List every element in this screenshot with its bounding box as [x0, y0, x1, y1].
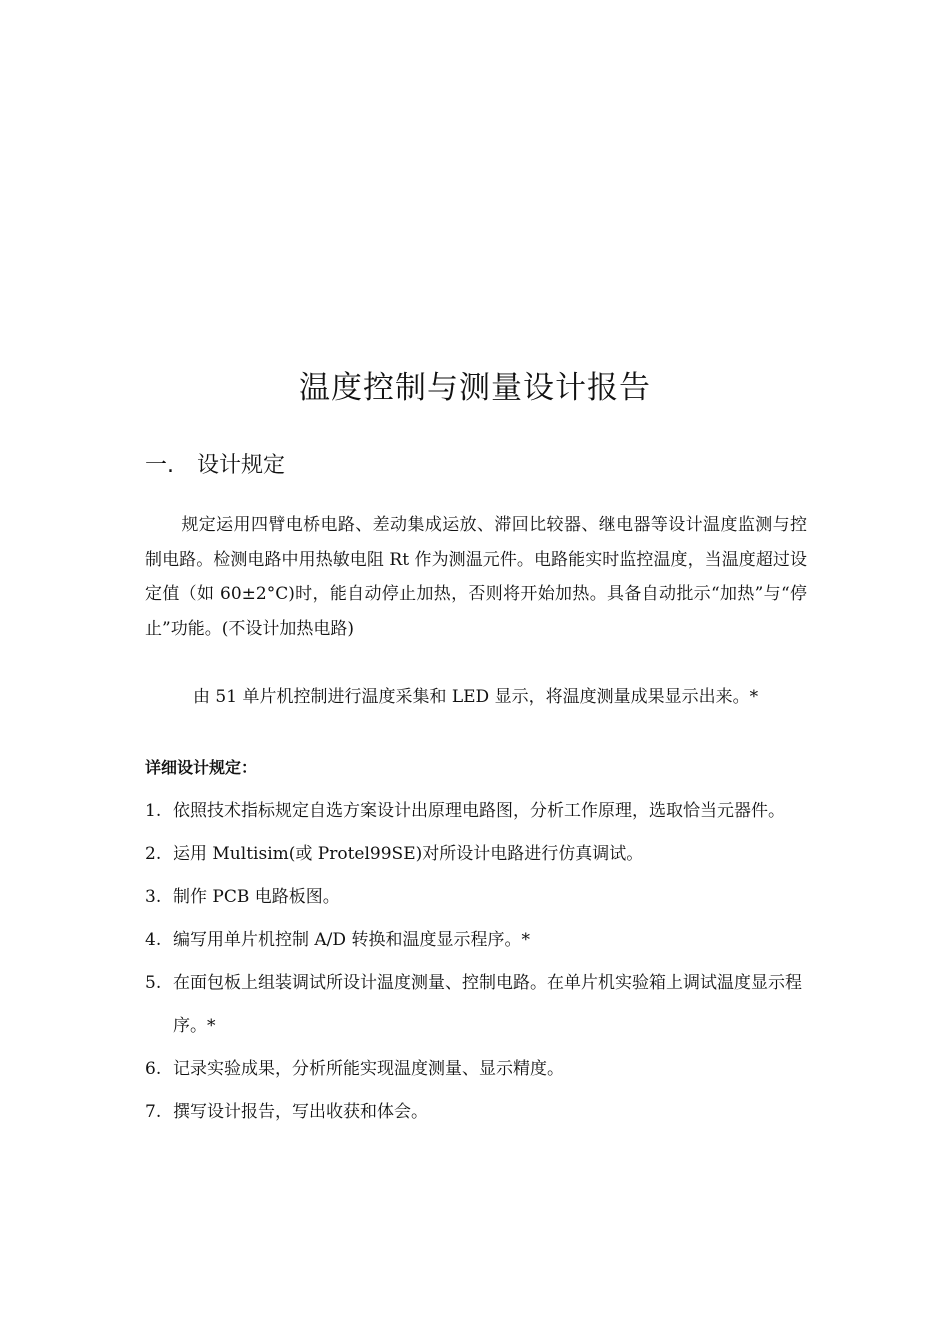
- list-item-text: 编写用单片机控制 A/D 转换和温度显示程序。*: [173, 930, 530, 950]
- list-item-text: 记录实验成果，分析所能实现温度测量、显示精度。: [173, 1059, 564, 1079]
- microcontroller-paragraph: [145, 680, 807, 715]
- list-item: [145, 1091, 807, 1134]
- list-item-number: 3.: [145, 887, 162, 907]
- list-item-number: 7.: [145, 1102, 162, 1122]
- list-item: [145, 1048, 807, 1091]
- document-title: 温度控制与测量设计报告: [299, 370, 651, 406]
- section-number: 一.: [145, 453, 174, 478]
- list-item-text: 依照技术指标规定自选方案设计出原理电路图，分析工作原理，选取恰当元器件。: [173, 801, 785, 821]
- list-item-text: 撰写设计报告，写出收获和体会。: [173, 1102, 428, 1122]
- list-item-number: 5.: [145, 973, 162, 993]
- section-heading-design-requirements: [145, 450, 285, 482]
- list-item-number: 1.: [145, 801, 162, 821]
- detail-requirements-heading: 详细设计规定：: [145, 758, 258, 777]
- list-item-number: 2.: [145, 844, 162, 864]
- list-item: [145, 876, 807, 919]
- section-title: 设计规定: [197, 453, 286, 478]
- list-item: [145, 833, 807, 876]
- list-item-number: 4.: [145, 930, 162, 950]
- list-item: [145, 790, 807, 833]
- requirements-paragraph: [145, 508, 807, 646]
- list-item-text: 制作 PCB 电路板图。: [173, 887, 340, 907]
- microcontroller-paragraph-text: 由 51 单片机控制进行温度采集和 LED 显示，将温度测量成果显示出来。*: [193, 687, 759, 707]
- requirements-paragraph-text: 规定运用四臂电桥电路、差动集成运放、滞回比较器、继电器等设计温度监测与控制电路。检测电路中用热敏电阻 Rt 作为测温元件。电路能实时监控温度，当温度超过设定值（如 60±2°C)时，能自动停止加热，否则将开始加热。具备自动批示“加热”与“停止”功能。(不设计加热电路): [145, 515, 807, 639]
- list-item-text: 运用 Multisim(或 Protel99SE)对所设计电路进行仿真调试。: [173, 844, 644, 864]
- list-item: [145, 962, 807, 1048]
- list-item-number: 6.: [145, 1059, 162, 1079]
- requirements-list: [145, 790, 807, 1134]
- list-item-text: 在面包板上组装调试所设计温度测量、控制电路。在单片机实验箱上调试温度显示程序。*: [173, 973, 802, 1036]
- list-item: [145, 919, 807, 962]
